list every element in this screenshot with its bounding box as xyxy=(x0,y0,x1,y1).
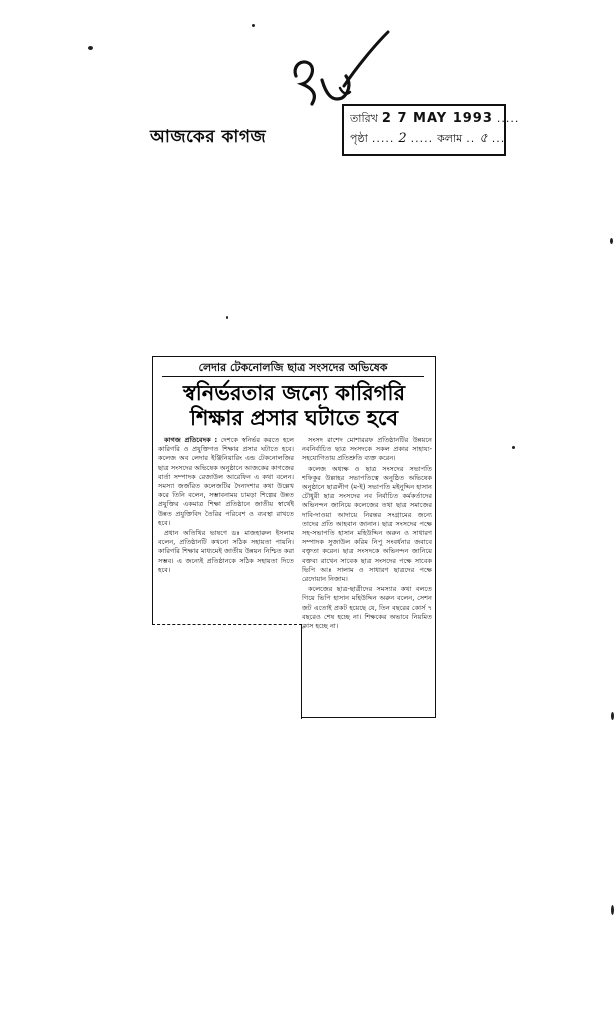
article-column-left xyxy=(158,436,294,624)
newspaper-name: আজকের কাগজ xyxy=(150,127,267,147)
stamp-dots: ..... xyxy=(371,132,395,145)
date-stamp xyxy=(342,104,520,156)
stamp-date-row xyxy=(350,109,520,129)
stamp-column-label: কলাম xyxy=(437,132,463,145)
scan-speck xyxy=(610,238,613,244)
stamp-page-value: 2 xyxy=(398,131,407,146)
scan-speck xyxy=(226,316,228,319)
stamp-date-value: 2 7 MAY 1993 xyxy=(381,111,493,126)
stamp-date-label: তারিখ xyxy=(350,112,378,125)
article-paragraph xyxy=(158,436,294,528)
headline-line-2: শিক্ষার প্রসার ঘটাতে হবে xyxy=(189,405,399,430)
article-column-right xyxy=(302,436,432,714)
stamp-dots: .. xyxy=(466,132,476,145)
article-paragraph: কলেজ অধ্যক্ষ ও ছাত্র সংসদের সভাপতি শফিকুর উল্লাহর সভাপতিত্বে অনুষ্ঠিত অভিষেক অনুষ্ঠানে ছাত্রলীগ (ম-ই) সভাপতি মইনুদ্দিন হাসান চৌধুরী ছাত্র সংসদের নব নির্বাচিত কর্মকর্তাদের অভিনন্দন জানিয়ে কলেজের তথা ছাত্র সমাজের দাবি-দাওয়া আদায়ে নিরন্তর সংগ্রামের জন্যে তাদের প্রতি আহবান জানান। ছাত্র সংসদের পক্ষে সহ-সভাপতি হাসান মহিউদ্দিন অরুন ও সাধারণ সম্পাদক সুজাউল করিম নিপু সংবর্ধনার জবাবে বক্তৃতা করেন। ছাত্র সংসদকে অভিনন্দন জানিয়ে বক্তব্য রাখেন সাবেক ছাত্র সংসদের পক্ষে সাবেক ভিপি আঃ সালাম ও সাধারণ ছাত্রদের পক্ষে রেদোয়ান নিজাম। xyxy=(302,464,432,584)
clipping-cut-edge xyxy=(152,624,302,719)
article-paragraph: প্রধান অতিথির ভাষণে ডঃ মাজহারুল ইসলাম বলেন, প্রতিষ্ঠানটি কখনো সঠিক সহায়তা পায়নি। কারিগরি শিক্ষার মাধ্যমেই জাতীয় উন্নয়ন নিশ্চিত করা সম্ভব। এ জন্যেই প্রতিষ্ঠানকে সঠিক সহায়তা দিতে হবে। xyxy=(158,529,294,574)
stamp-dots: ..... xyxy=(496,112,520,125)
scan-speck xyxy=(611,712,614,720)
article-byline: কাগজ প্রতিবেদক : xyxy=(164,436,218,444)
stamp-dots: ..... xyxy=(410,132,434,145)
paragraph-text: দেশকে স্বনির্ভর করতে হলে কারিগরি ও প্রযুক্তিগত শিক্ষার প্রসার ঘটাতে হবে। কলেজ অব লেদার ইঞ্জিনিয়ারিং এন্ড টেকনোলজির ছাত্র সংসদের অভিষেক অনুষ্ঠানে আজকের কাগজের বার্তা সম্পাদক রেজাউল আরেফিন এ কথা বলেন। সমস্যা জর্জরিত কলেজটির দৈন্যদশার কথা উল্লেখ করে তিনি বলেন, সম্ভাবনাময় চামড়া শিল্পের উন্নত প্রযুক্তির একমাত্র শিক্ষা প্রতিষ্ঠানে জাতীয় স্বার্থেই উন্নত প্রযুক্তিবিদ তৈরির পরিবেশ ও ব্যবস্থা রাখতে হবে। xyxy=(158,436,294,527)
scan-speck xyxy=(88,46,93,50)
article-paragraph: সংসদ রাশেদ মোশাররফ প্রতিষ্ঠানটির উন্নয়নে নবনির্বাচিত ছাত্র সংসদকে সকল প্রকার সাহায্য-সহযোগিতায় প্রতিশ্রুতি ব্যক্ত করেন। xyxy=(302,436,432,463)
stamp-page-row xyxy=(350,129,506,149)
article-headline xyxy=(156,380,432,430)
stamp-page-label: পৃষ্ঠা xyxy=(350,132,368,145)
article-paragraph: কলেজের ছাত্র-ছাত্রীদের সমস্যার কথা বলতে গিয়ে ভিপি হাসান মহিউদ্দিন অরুন বলেন, সেশন জট এতোই প্রকট হয়েছে যে, তিন বছরের কোর্স ৭ বছরেও শেষ হচ্ছে না। শিক্ষকের অভাবে নিয়মিত ক্লাস হচ্ছে না। xyxy=(302,585,432,631)
headline-line-1: স্বনির্ভরতার জন্যে কারিগরি xyxy=(182,380,406,405)
newspaper-clipping xyxy=(152,356,436,718)
stamp-dots: ... xyxy=(491,132,506,145)
article-kicker: লেদার টেকনোলজি ছাত্র সংসদের অভিষেক xyxy=(162,359,424,377)
scan-speck xyxy=(512,446,515,449)
stamp-column-value: ৫ xyxy=(479,131,488,146)
scan-speck xyxy=(252,24,255,27)
scan-speck xyxy=(611,905,614,915)
